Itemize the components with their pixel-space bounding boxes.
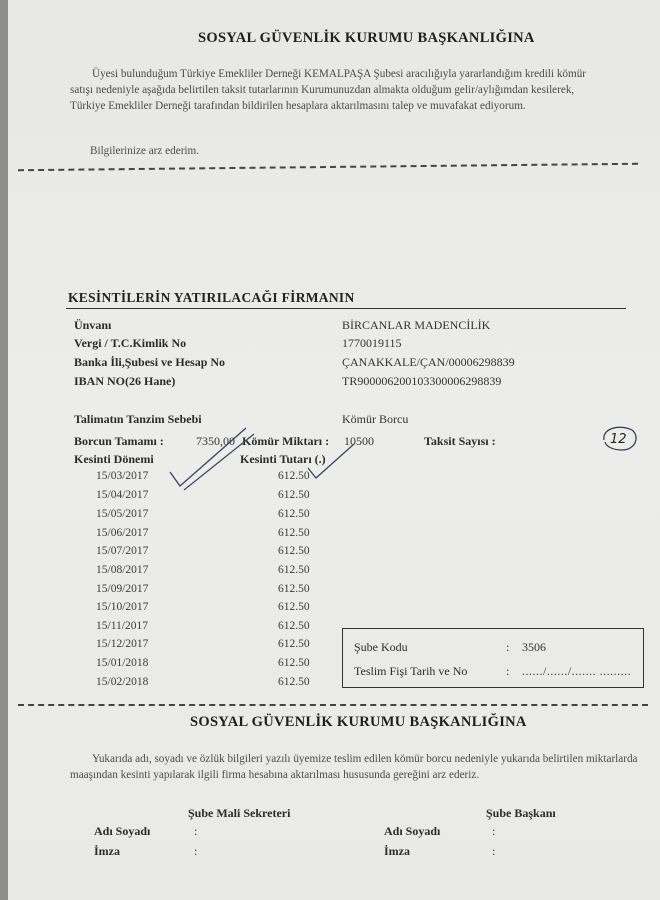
schedule-date: 15/10/2017 xyxy=(96,601,149,613)
receipt-value: ....../....../....... ......... xyxy=(522,664,632,678)
reason-value: Kömür Borcu xyxy=(342,412,409,426)
tax-id-value: 1770019115 xyxy=(342,336,402,350)
schedule-date: 15/02/2018 xyxy=(96,676,149,688)
section-title: KESİNTİLERİN YATIRILACAĞI FİRMANIN xyxy=(68,290,355,305)
schedule-date: 15/12/2017 xyxy=(96,638,149,650)
installment-label: Taksit Sayısı : xyxy=(424,434,496,448)
schedule-amount: 612.50 xyxy=(278,470,310,482)
right-name-label: Adı Soyadı xyxy=(384,824,441,838)
installment-circle-mark xyxy=(598,420,642,456)
right-name-colon: : xyxy=(492,824,496,838)
schedule-date: 15/07/2017 xyxy=(96,545,149,557)
coal-amount-label: Kömür Miktarı : xyxy=(242,434,330,448)
top-paragraph: Üyesi bulunduğum Türkiye Emekliler Derneği KEMALPAŞA Şubesi aracılığıyla yararlandığım kredili kömür satışı nedeniyle aşağıda belirtilen taksit tutarlarının Kurumunuzdan almakta olduğum gelir/aylığımdan kesilerek, Türkiye Emekliler Derneği tarafından bildirilen hesaplara aktarılmasını talep ve muvafakat ediyorum. xyxy=(70,68,587,112)
left-name-colon: : xyxy=(194,824,198,838)
iban-value: TR900006200103300006298839 xyxy=(342,374,502,388)
bottom-paragraph: Yukarıda adı, soyadı ve özlük bilgileri yazılı üyemize teslim edilen kömür borcu nedeniyle yukarıda belirtilen miktarlarda maaşından kesinti yapılarak ilgili firma hesabına aktarılması hususunda gereğini arz ederiz. xyxy=(70,753,638,781)
branch-code-value: 3506 xyxy=(522,640,546,654)
schedule-amount: 612.50 xyxy=(278,676,310,688)
col-amount-header: Kesinti Tutarı (.) xyxy=(240,452,326,466)
receipt-label: Teslim Fişi Tarih ve No xyxy=(354,664,468,678)
top-title: SOSYAL GÜVENLİK KURUMU BAŞKANLIĞINA xyxy=(198,30,535,46)
schedule-date: 15/05/2017 xyxy=(96,508,149,520)
left-sign-label: İmza xyxy=(94,844,120,858)
top-closing: Bilgilerinize arz ederim. xyxy=(90,145,200,157)
schedule-amount: 612.50 xyxy=(278,527,310,539)
schedule-date: 15/09/2017 xyxy=(96,583,149,595)
firm-title-value: BİRCANLAR MADENCİLİK xyxy=(342,318,491,332)
iban-label: IBAN NO(26 Hane) xyxy=(74,374,176,388)
schedule-date: 15/03/2017 xyxy=(96,470,149,482)
document-page xyxy=(8,0,660,900)
signature-right-title: Şube Başkanı xyxy=(486,806,556,820)
schedule-amount: 612.50 xyxy=(278,508,310,520)
branch-info-box xyxy=(342,628,644,688)
branch-code-label: Şube Kodu xyxy=(354,640,408,654)
schedule-amount: 612.50 xyxy=(278,489,310,501)
right-sign-label: İmza xyxy=(384,844,410,858)
schedule-amount: 612.50 xyxy=(278,583,310,595)
schedule-amount: 612.50 xyxy=(278,657,310,669)
total-debt-value: 7350,00 xyxy=(196,434,235,448)
pen-check-marks xyxy=(158,420,368,500)
schedule-amount: 612.50 xyxy=(278,620,310,632)
bank-info-value: ÇANAKKALE/ÇAN/00006298839 xyxy=(342,355,515,369)
bank-info-label: Banka İli,Şubesi ve Hesap No xyxy=(74,355,226,369)
branch-code-colon: : xyxy=(506,640,510,654)
right-sign-colon: : xyxy=(492,844,496,858)
schedule-date: 15/08/2017 xyxy=(96,564,149,576)
schedule-date: 15/01/2018 xyxy=(96,657,149,669)
top-separator xyxy=(18,163,638,171)
coal-amount-value: 10500 xyxy=(344,434,374,448)
left-sign-colon: : xyxy=(194,844,198,858)
bottom-separator xyxy=(18,704,648,706)
total-debt-label: Borcun Tamamı : xyxy=(74,434,164,448)
schedule-date: 15/11/2017 xyxy=(96,620,148,632)
firm-title-label: Ünvanı xyxy=(74,318,112,332)
schedule-amount: 612.50 xyxy=(278,545,310,557)
schedule-amount: 612.50 xyxy=(278,564,310,576)
tax-id-label: Vergi / T.C.Kimlik No xyxy=(74,336,187,350)
reason-label: Talimatın Tanzim Sebebi xyxy=(74,412,202,426)
receipt-colon: : xyxy=(506,664,510,678)
schedule-date: 15/06/2017 xyxy=(96,527,149,539)
col-period-header: Kesinti Dönemi xyxy=(74,452,154,466)
installment-handwritten-value: 12 xyxy=(610,432,627,447)
schedule-amount: 612.50 xyxy=(278,638,310,650)
schedule-amount: 612.50 xyxy=(278,601,310,613)
left-name-label: Adı Soyadı xyxy=(94,824,151,838)
bottom-title: SOSYAL GÜVENLİK KURUMU BAŞKANLIĞINA xyxy=(190,714,527,730)
signature-left-title: Şube Mali Sekreteri xyxy=(188,806,291,820)
section-rule xyxy=(66,308,626,309)
schedule-date: 15/04/2017 xyxy=(96,489,149,501)
